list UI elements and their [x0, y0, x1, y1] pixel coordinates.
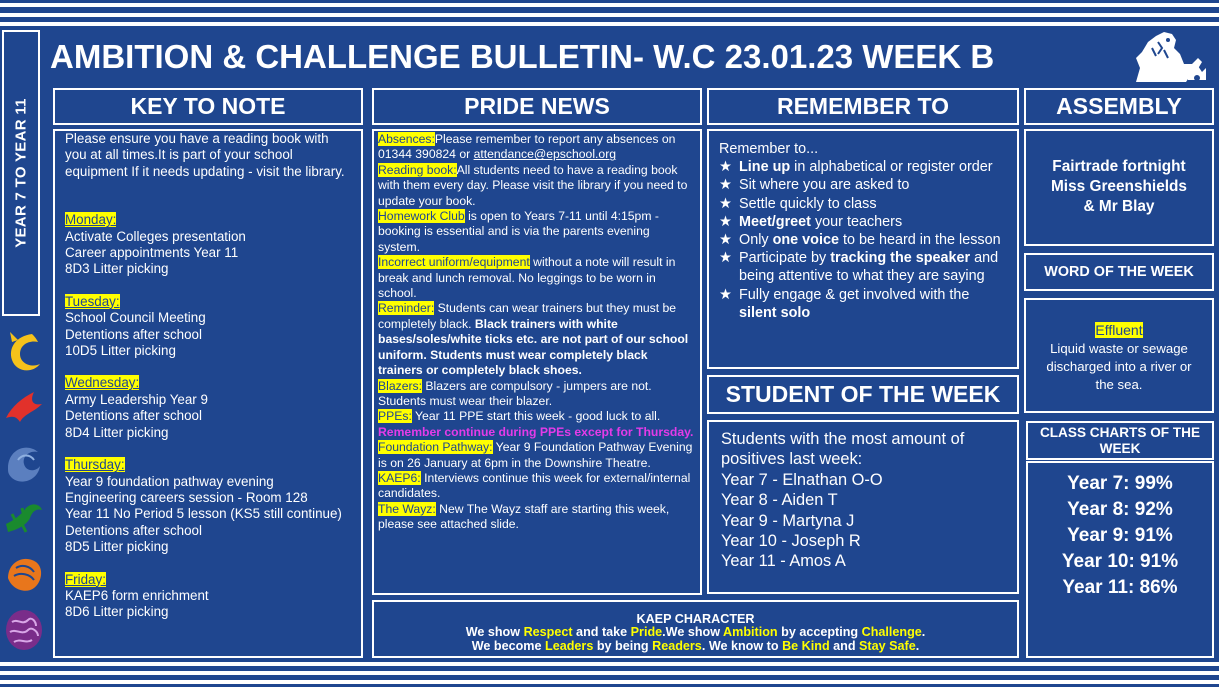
- student-of-week-title: STUDENT OF THE WEEK: [725, 381, 1001, 407]
- list-item: Year 10 - Joseph R: [721, 532, 861, 551]
- word-of-week-panel: [1024, 298, 1214, 413]
- list-item: Detentions after school: [65, 326, 202, 342]
- list-item: 8D3 Litter picking: [65, 261, 169, 277]
- year-range-text: YEAR 7 TO YEAR 11: [12, 98, 30, 248]
- absences-label: Absences:: [378, 132, 435, 146]
- key-to-note-title: KEY TO NOTE: [130, 93, 286, 119]
- bottom-stripe: [0, 680, 1219, 684]
- list-item: School Council Meeting: [65, 310, 206, 326]
- assembly-line: Fairtrade fortnight: [1052, 158, 1186, 175]
- pride-news-header: [372, 88, 702, 125]
- foundation-label: Foundation Pathway:: [378, 440, 493, 455]
- absences-item: [378, 132, 694, 163]
- student-of-week-panel: [707, 420, 1019, 594]
- star-bullet-icon: ★: [719, 177, 732, 194]
- star-bullet-icon: ★: [719, 159, 732, 176]
- ppes-text: Year 11 PPE start this week - good luck to all.: [411, 409, 661, 424]
- assembly-header: [1024, 88, 1214, 125]
- kaep-character-panel: [372, 600, 1019, 658]
- day-label: Friday:: [65, 571, 106, 587]
- reading-book-note: Please ensure you have a reading book with you at all times.It is part of your school equipment If it needs updating - visit the library.: [65, 131, 345, 179]
- list-item: Activate Colleges presentation: [65, 228, 246, 244]
- reading-text: All students need to have a reading book with them every day. Please visit the library if you need to update your book.: [378, 162, 688, 208]
- reminder-item: [378, 301, 694, 378]
- star-bullet-icon: ★: [719, 232, 732, 249]
- kaep-line-2: We become Leaders by being Readers. We know to Be Kind and Stay Safe.: [471, 638, 920, 653]
- day-label: Wednesday:: [65, 375, 140, 391]
- reminder-label: Reminder:: [378, 301, 435, 316]
- lizard-icon: [2, 494, 46, 542]
- top-stripe: [0, 3, 1219, 7]
- remember-intro: Remember to...: [719, 141, 819, 157]
- list-item: Detentions after school: [65, 522, 202, 538]
- reminder-bold: Black trainers with white bases/soles/white ticks etc. are not part of our school uniform. Students must wear completely black trainers or completely black shoes.: [378, 316, 689, 378]
- remember-to-panel: [707, 129, 1019, 369]
- day-friday: [65, 572, 353, 588]
- day-label: Monday:: [65, 212, 117, 228]
- ppes-reminder: Remember continue during PPEs except for Thursday.: [378, 424, 694, 439]
- list-item: ★ Meet/greet your teachers: [719, 213, 903, 230]
- list-item: Engineering careers session - Room 128: [65, 489, 308, 505]
- ppes-label: PPEs:: [378, 409, 412, 424]
- bottom-stripe: [0, 671, 1219, 675]
- day-thursday: [65, 457, 353, 473]
- uniform-text: without a note will result in break and lunch removal. No leggings to be worn in school.: [378, 255, 676, 301]
- day-tuesday: [65, 294, 353, 310]
- day-label: Tuesday:: [65, 293, 120, 309]
- wayz-label: The Wayz:: [378, 501, 436, 516]
- class-chart-item: Year 7: 99%: [1067, 473, 1173, 494]
- kaep-header: KAEP CHARACTER: [636, 612, 755, 626]
- list-item: Army Leadership Year 9: [65, 391, 208, 407]
- blazers-label: Blazers:: [378, 378, 423, 393]
- star-bullet-icon: ★: [719, 195, 732, 212]
- list-item: KAEP6 form enrichment: [65, 587, 209, 603]
- list-item: Year 11 - Amos A: [721, 552, 846, 571]
- class-chart-item: Year 10: 91%: [1061, 551, 1179, 572]
- assembly-title: ASSEMBLY: [1056, 93, 1182, 119]
- blazers-item: [378, 379, 694, 410]
- attendance-email-link[interactable]: attendance@epschool.org: [473, 147, 617, 162]
- day-wednesday: [65, 375, 353, 391]
- foundation-text: Year 9 Foundation Pathway Evening is on 26 January at 6pm in the Downshire Theatre.: [378, 440, 693, 470]
- homework-text: is open to Years 7-11 until 4:15pm - booking is essential and is via the parents evening system.: [378, 209, 659, 254]
- bottom-stripe: [0, 662, 1219, 666]
- armadillo-icon: [2, 548, 46, 596]
- list-item: 8D6 Litter picking: [65, 604, 169, 620]
- key-to-note-header: [53, 88, 363, 125]
- absences-text: Please remember to report any absences on 01344 390824 or: [378, 132, 676, 162]
- list-item: Year 11 No Period 5 lesson (KS5 still continue): [65, 506, 342, 522]
- top-stripe: [0, 22, 1219, 26]
- list-item: ★ Only one voice to be heard in the lesson: [719, 232, 1001, 249]
- kaep-line-1: We show Respect and take Pride.We show Ambition by accepting Challenge.: [465, 625, 926, 640]
- ppes-item: [378, 409, 694, 424]
- lion-crown-crest-icon: [1128, 28, 1208, 91]
- kaep6-text: Interviews continue this week for external/internal candidates.: [378, 470, 691, 501]
- word-of-week: Effluent: [1095, 322, 1143, 338]
- phoenix-icon: [2, 328, 46, 376]
- wayz-item: [378, 502, 694, 533]
- list-item: 10D5 Litter picking: [65, 343, 176, 359]
- class-chart-item: Year 8: 92%: [1067, 499, 1173, 520]
- assembly-panel: [1024, 129, 1214, 246]
- star-bullet-icon: ★: [719, 250, 732, 267]
- class-charts-panel: [1026, 461, 1214, 658]
- list-item: ★ Settle quickly to class: [719, 195, 877, 212]
- list-item: 8D5 Litter picking: [65, 539, 169, 555]
- kaep6-label: KAEP6:: [378, 470, 421, 485]
- key-to-note-panel: [53, 129, 363, 658]
- list-item: ★ Sit where you are asked to: [719, 177, 910, 194]
- class-charts-title: CLASS CHARTS OF THE WEEK: [1039, 424, 1201, 456]
- pride-news-title: PRIDE NEWS: [464, 93, 610, 119]
- student-of-week-header: [707, 375, 1019, 414]
- wave-icon: [2, 438, 46, 486]
- blazers-text: Blazers are compulsory - jumpers are not. Students must wear their blazer.: [378, 378, 652, 408]
- class-chart-item: Year 9: 91%: [1067, 525, 1173, 546]
- star-bullet-icon: ★: [719, 286, 732, 303]
- day-monday: [65, 212, 353, 228]
- pride-news-panel: [372, 129, 702, 595]
- year-range-label: [2, 30, 40, 316]
- word-definition: Liquid waste or sewage discharged into a river or the sea.: [1046, 341, 1192, 392]
- reminder-text: Students can wear trainers but they must be completely black.: [378, 301, 677, 331]
- list-item: ★ Fully engage & get involved with the silent solo: [719, 286, 970, 321]
- list-item: Year 8 - Aiden T: [721, 491, 838, 510]
- list-item: Year 9 foundation pathway evening: [65, 473, 274, 489]
- homework-item: [378, 209, 694, 255]
- bulletin-title: AMBITION & CHALLENGE BULLETIN- W.C 23.01.23 WEEK B: [50, 38, 995, 75]
- list-item: Career appointments Year 11: [65, 245, 239, 261]
- word-of-week-header: [1024, 253, 1214, 291]
- reading-item: [378, 163, 694, 209]
- list-item: Year 9 - Martyna J: [721, 511, 855, 530]
- list-item: Year 7 - Elnathan O-O: [721, 470, 883, 489]
- wayz-text: New The Wayz staff are starting this week, please see attached slide.: [378, 501, 670, 532]
- list-item: ★ Line up in alphabetical or register order: [719, 159, 993, 176]
- foundation-item: [378, 440, 694, 471]
- reading-label: Reading book:: [378, 162, 457, 177]
- class-chart-item: Year 11: 86%: [1062, 577, 1178, 598]
- list-item: ★ Participate by tracking the speaker and being attentive to what they are saying: [719, 250, 999, 285]
- assembly-line: & Mr Blay: [1083, 198, 1155, 215]
- bird-icon: [2, 384, 46, 432]
- word-of-week-title: WORD OF THE WEEK: [1044, 264, 1194, 280]
- uniform-label: Incorrect uniform/equipment: [378, 255, 530, 270]
- remember-list: [719, 158, 1009, 322]
- remember-to-title: REMEMBER TO: [776, 93, 950, 119]
- assembly-line: Miss Greenshields: [1050, 178, 1187, 195]
- brain-icon: [2, 604, 46, 652]
- kaep6-item: [378, 471, 694, 502]
- list-item: Detentions after school: [65, 408, 202, 424]
- student-intro: Students with the most amount of positives last week:: [721, 430, 965, 469]
- homework-label: Homework Club: [378, 209, 465, 224]
- day-label: Thursday:: [65, 457, 125, 473]
- list-item: 8D4 Litter picking: [65, 424, 169, 440]
- top-stripe: [0, 13, 1219, 17]
- uniform-item: [378, 255, 694, 301]
- remember-to-header: [707, 88, 1019, 125]
- class-charts-header: [1026, 421, 1214, 460]
- star-bullet-icon: ★: [719, 213, 732, 230]
